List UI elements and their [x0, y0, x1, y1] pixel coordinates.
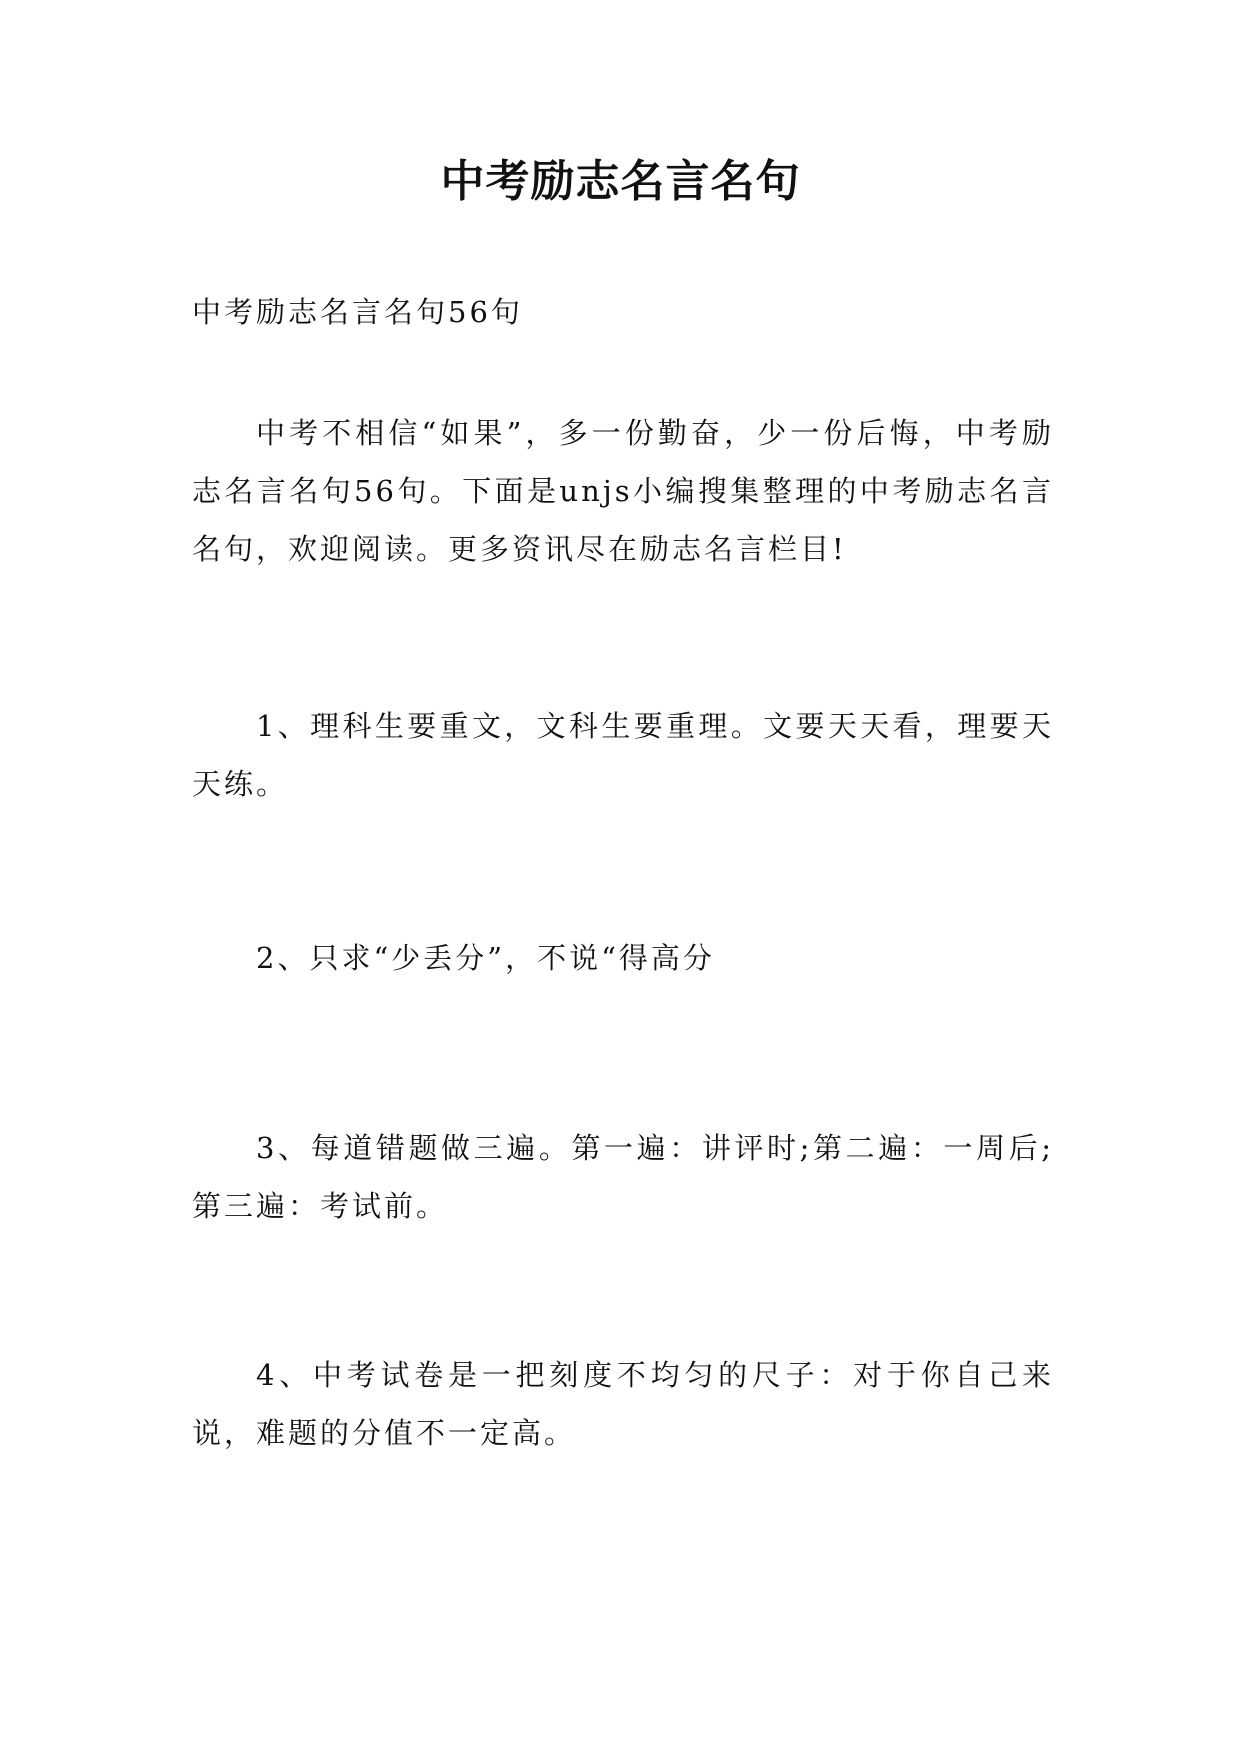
quote-paragraph-2: 2、只求“少丢分”，不说“得高分	[256, 941, 715, 975]
document-subtitle: 中考励志名言名句56句	[192, 295, 523, 329]
quote-paragraph-3: 3、每道错题做三遍。第一遍：讲评时;第二遍：一周后;第三遍：考试前。	[192, 1131, 1054, 1223]
quote-paragraph-4: 4、中考试卷是一把刻度不均匀的尺子：对于你自己来说，难题的分值不一定高。	[192, 1358, 1054, 1450]
intro-paragraph: 中考不相信“如果”，多一份勤奋，少一份后悔，中考励志名言名句56句。下面是unjs小编搜集整理的中考励志名言名句，欢迎阅读。更多资讯尽在励志名言栏目!	[192, 416, 1054, 566]
document-title: 中考励志名言名句	[440, 156, 801, 207]
quote-paragraph-1: 1、理科生要重文，文科生要重理。文要天天看，理要天天练。	[192, 709, 1054, 801]
